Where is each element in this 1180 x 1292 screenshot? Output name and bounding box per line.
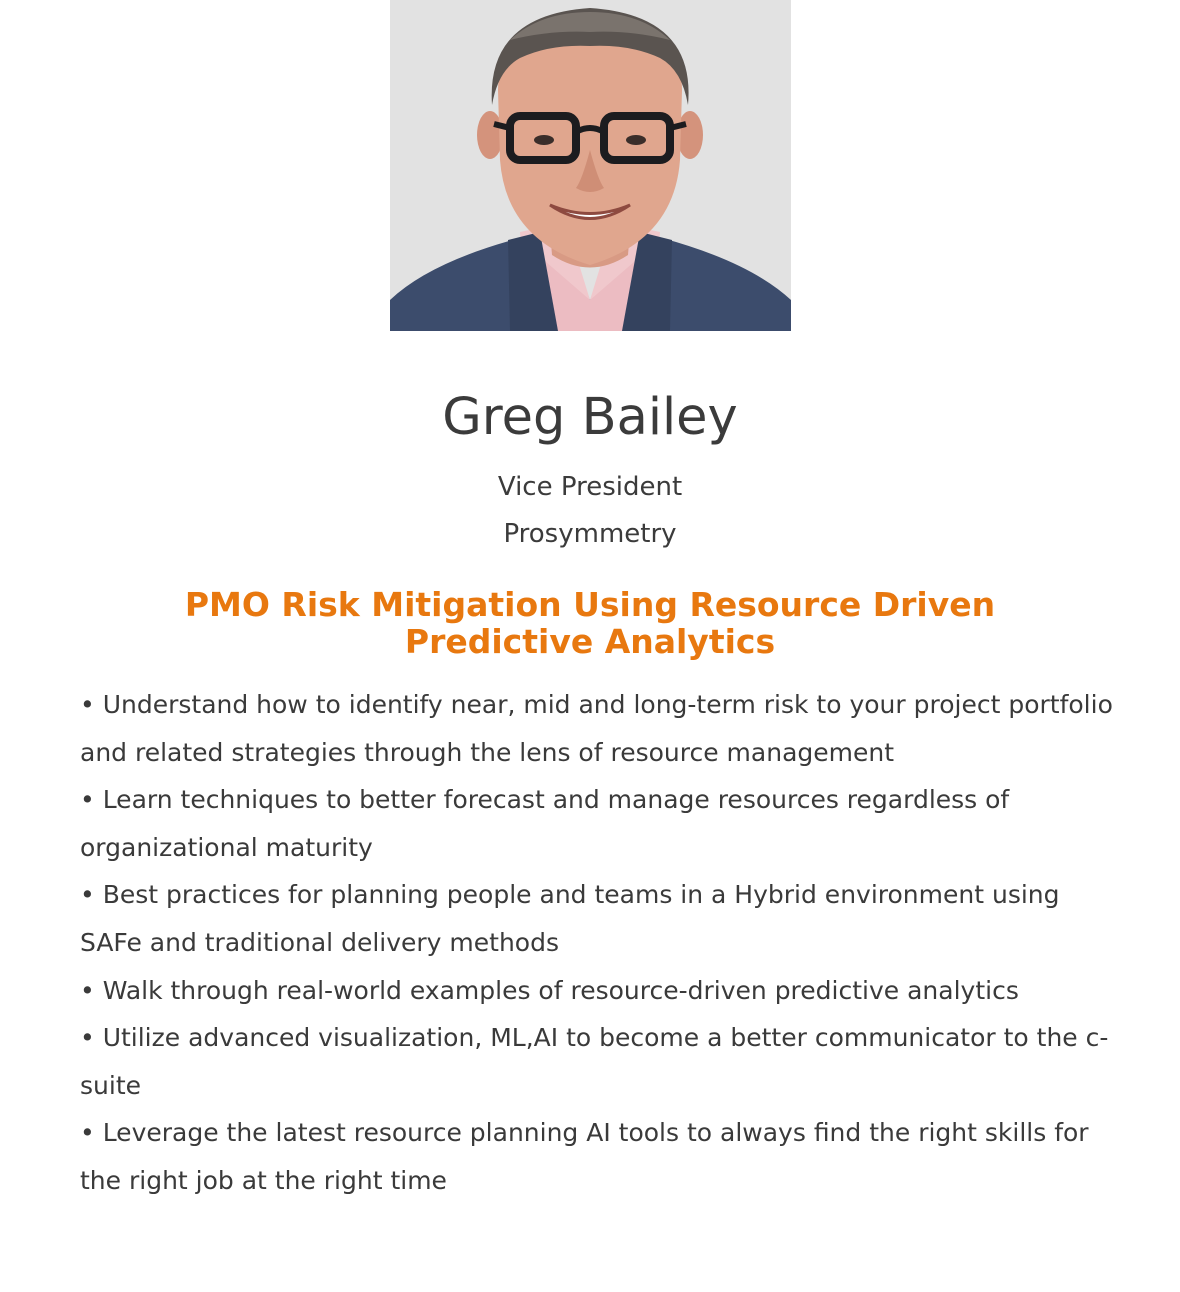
speaker-company: Prosymmetry — [503, 519, 677, 549]
session-title: PMO Risk Mitigation Using Resource Driven Predictive Analytics — [184, 585, 996, 661]
session-bullet: • Learn techniques to better forecast and manage resources regardless of organizational maturity — [80, 785, 1010, 862]
session-bullet: • Understand how to identify near, mid and long-term risk to your project portfolio and related strategies through the lens of resource management — [80, 690, 1113, 767]
session-bullet: • Leverage the latest resource planning AI tools to always find the right skills for the right job at the right time — [80, 1118, 1089, 1195]
speaker-photo — [390, 0, 791, 331]
session-bullet: • Utilize advanced visualization, ML,AI to become a better communicator to the c-suite — [80, 1023, 1109, 1100]
speaker-job-title: Vice President — [497, 472, 683, 502]
speaker-name: Greg Bailey — [442, 388, 738, 447]
session-bullet-list — [80, 681, 1120, 1205]
session-bullet: • Best practices for planning people and teams in a Hybrid environment using SAFe and traditional delivery methods — [80, 880, 1060, 957]
speaker-portrait-image — [390, 0, 791, 331]
session-bullet: • Walk through real-world examples of resource-driven predictive analytics — [80, 975, 1019, 1005]
